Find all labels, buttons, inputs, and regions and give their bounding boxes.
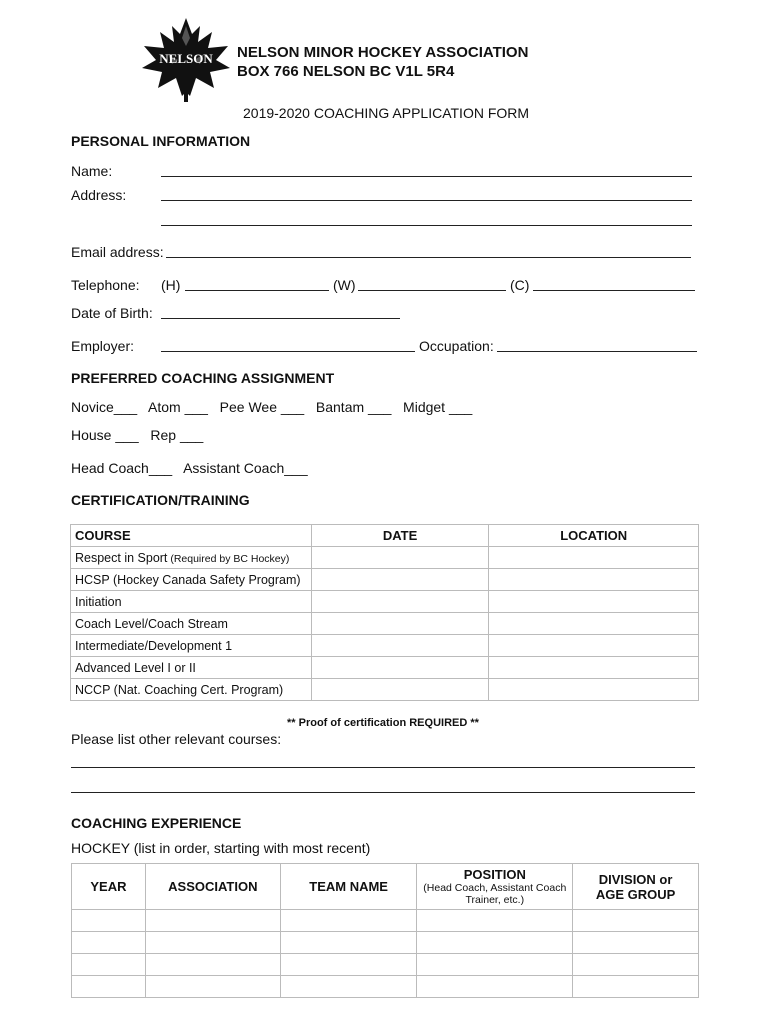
personal-heading: PERSONAL INFORMATION [71,133,251,149]
address-field-1[interactable] [161,187,692,201]
position-cell[interactable] [417,954,573,976]
dob-field[interactable] [161,305,400,319]
course-location-cell[interactable] [489,569,699,591]
association-cell[interactable] [145,910,280,932]
assignment-heading: PREFERRED COACHING ASSIGNMENT [71,370,335,386]
course-column-header: COURSE [71,525,312,547]
team-name-column-header: TEAM NAME [280,864,417,910]
position-cell[interactable] [417,932,573,954]
team-name-cell[interactable] [280,954,417,976]
employer-field[interactable] [161,338,415,352]
org-address: BOX 766 NELSON BC V1L 5R4 [237,63,455,80]
assignment-tier: House ___ Rep ___ [71,427,204,443]
course-name: HCSP (Hockey Canada Safety Program) [71,569,312,591]
experience-heading: COACHING EXPERIENCE [71,815,242,831]
logo-text: NELSON [159,51,213,66]
position-note: (Head Coach, Assistant Coach Trainer, etc.) [423,882,567,906]
course-location-cell[interactable] [489,635,699,657]
year-cell[interactable] [72,932,146,954]
other-courses-label: Please list other relevant courses: [71,731,282,747]
address-label: Address: [71,187,127,203]
team-name-cell[interactable] [280,932,417,954]
cell-phone-field[interactable] [533,277,695,291]
division-cell[interactable] [573,954,699,976]
occupation-field[interactable] [497,338,697,352]
course-location-cell[interactable] [489,591,699,613]
work-phone-field[interactable] [358,277,506,291]
assignment-role: Head Coach___ Assistant Coach___ [71,460,308,476]
course-name: NCCP (Nat. Coaching Cert. Program) [71,679,312,701]
table-row [72,954,699,976]
location-column-header: LOCATION [489,525,699,547]
employer-label: Employer: [71,338,135,354]
table-row [71,679,699,701]
experience-subheading: HOCKEY (list in order, starting with most recent) [71,840,371,856]
telephone-label: Telephone: [71,277,140,293]
year-cell[interactable] [72,910,146,932]
course-location-cell[interactable] [489,657,699,679]
dob-label: Date of Birth: [71,305,153,321]
position-column-header [417,864,573,910]
home-phone-label: (H) [161,277,181,293]
assignment-divisions: Novice___ Atom ___ Pee Wee ___ Bantam ___ Midget ___ [71,399,473,415]
cell-phone-label: (C) [510,277,530,293]
table-row [72,932,699,954]
team-name-cell[interactable] [280,976,417,998]
course-name: Respect in Sport (Required by BC Hockey) [71,547,312,569]
address-field-2[interactable] [161,212,692,226]
position-cell[interactable] [417,910,573,932]
division-column-header [573,864,699,910]
division-cell[interactable] [573,910,699,932]
table-row [71,635,699,657]
course-name: Advanced Level I or II [71,657,312,679]
date-column-header: DATE [311,525,489,547]
position-cell[interactable] [417,976,573,998]
home-phone-field[interactable] [185,277,329,291]
association-cell[interactable] [145,954,280,976]
association-cell[interactable] [145,976,280,998]
table-row [71,657,699,679]
name-label: Name: [71,163,113,179]
proof-note: ** Proof of certification REQUIRED ** [287,717,479,729]
division-cell[interactable] [573,932,699,954]
org-name: NELSON MINOR HOCKEY ASSOCIATION [237,44,529,61]
certification-table [70,524,699,701]
division-title-line1: DIVISION or [598,871,673,887]
certification-heading: CERTIFICATION/TRAINING [71,492,250,508]
table-header-row [72,864,699,910]
division-cell[interactable] [573,976,699,998]
association-cell[interactable] [145,932,280,954]
association-column-header: ASSOCIATION [145,864,280,910]
course-name: Intermediate/Development 1 [71,635,312,657]
other-courses-field-2[interactable] [71,779,695,793]
year-cell[interactable] [72,954,146,976]
year-column-header: YEAR [72,864,146,910]
position-title: POSITION [463,867,526,882]
occupation-label: Occupation: [419,338,494,354]
table-row [71,613,699,635]
table-row [72,910,699,932]
year-cell[interactable] [72,976,146,998]
course-date-cell[interactable] [311,657,489,679]
course-date-cell[interactable] [311,547,489,569]
course-date-cell[interactable] [311,591,489,613]
division-title-line2: AGE GROUP [595,886,676,902]
table-row [71,569,699,591]
name-field[interactable] [161,163,692,177]
course-date-cell[interactable] [311,635,489,657]
table-row [71,547,699,569]
course-date-cell[interactable] [311,569,489,591]
table-row [71,591,699,613]
course-location-cell[interactable] [489,679,699,701]
course-date-cell[interactable] [311,679,489,701]
work-phone-label: (W) [333,277,356,293]
course-date-cell[interactable] [311,613,489,635]
experience-table [71,863,699,998]
other-courses-field-1[interactable] [71,754,695,768]
table-header-row [71,525,699,547]
email-field[interactable] [166,244,691,258]
course-name: Coach Level/Coach Stream [71,613,312,635]
email-label: Email address: [71,244,164,260]
course-location-cell[interactable] [489,547,699,569]
form-title: 2019-2020 COACHING APPLICATION FORM [243,105,530,121]
nmha-logo [138,16,234,104]
course-location-cell[interactable] [489,613,699,635]
team-name-cell[interactable] [280,910,417,932]
course-name: Initiation [71,591,312,613]
table-row [72,976,699,998]
